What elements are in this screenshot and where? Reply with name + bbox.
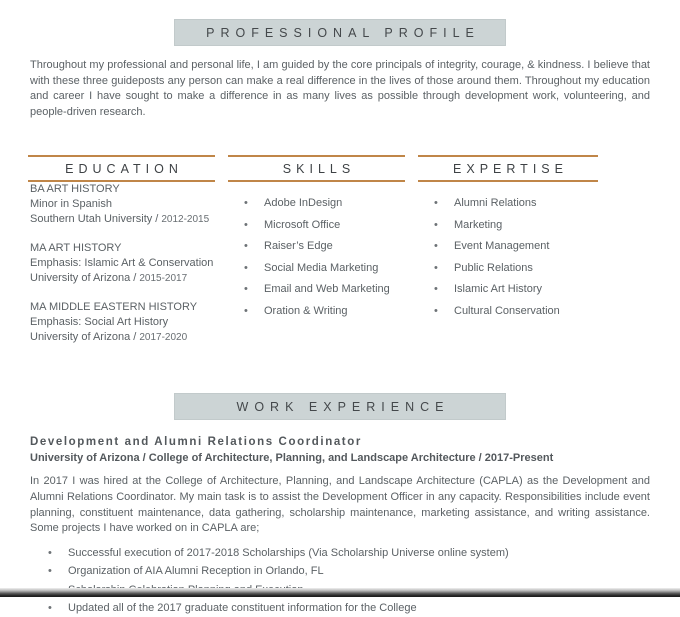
degree-detail: Emphasis: Social Art History xyxy=(30,316,169,329)
degree-name: BA ART HISTORY xyxy=(30,183,120,196)
projects-list xyxy=(32,545,650,617)
skills-header xyxy=(228,155,405,182)
school-name: University of Arizona xyxy=(30,272,131,285)
job-subtitle: University of Arizona / College of Architecture, Planning, and Landscape Architecture / 2017-Present xyxy=(30,452,554,465)
degree-school-line xyxy=(30,330,215,345)
skill-item: • Social Media Marketing xyxy=(242,260,405,276)
degree-school-line xyxy=(30,212,215,227)
expertise-title: EXPERTISE xyxy=(453,162,568,177)
skills-list xyxy=(228,195,405,319)
education-title: EDUCATION xyxy=(65,162,183,177)
education-entry xyxy=(30,182,215,227)
degree-dates: 2017-2020 xyxy=(139,332,188,344)
project-item: • Successful execution of 2017-2018 Scholarships (Via Scholarship Universe online system) xyxy=(46,545,650,562)
job-title: Development and Alumni Relations Coordinator xyxy=(30,436,362,449)
expertise-item: • Cultural Conservation xyxy=(432,303,598,319)
expertise-item: • Alumni Relations xyxy=(432,195,598,211)
skill-item: • Adobe InDesign xyxy=(242,195,405,211)
skills-title: SKILLS xyxy=(282,162,356,177)
expertise-header xyxy=(418,155,598,182)
profile-section-title: PROFESSIONAL PROFILE xyxy=(206,26,480,40)
education-entry xyxy=(30,300,215,345)
expertise-item: • Marketing xyxy=(432,217,598,233)
profile-section-header xyxy=(174,19,506,46)
degree-dates: 2015-2017 xyxy=(139,273,188,285)
school-date-separator: / xyxy=(133,331,137,344)
project-item: • Organization of AIA Alumni Reception in Orlando, FL xyxy=(46,563,650,580)
expertise-column xyxy=(418,155,598,359)
job-description: In 2017 I was hired at the College of Architecture, Planning, and Landscape Architecture (CAPLA) as the Development and Alumni Relations Coordinator. My main task is to assist the Development Officer in any capacity. Responsibilities include event planning, constituent maintenance, data gathering, scholarship maintenance, marketing assistance, and writing assistance. Some projects I have worked on in CAPLA are; xyxy=(30,475,650,535)
degree-detail: Minor in Spanish xyxy=(30,198,112,211)
degree-name: MA ART HISTORY xyxy=(30,242,122,255)
skills-column xyxy=(228,155,405,359)
degree-detail: Emphasis: Islamic Art & Conservation xyxy=(30,257,214,270)
resume-page xyxy=(0,19,680,617)
school-name: University of Arizona xyxy=(30,331,131,344)
degree-school-line xyxy=(30,271,215,286)
education-column xyxy=(28,155,215,359)
work-experience-section-header xyxy=(174,393,506,420)
expertise-item: • Islamic Art History xyxy=(432,281,598,297)
skill-item: • Raiser’s Edge xyxy=(242,238,405,254)
columns-row xyxy=(28,155,598,359)
school-date-separator: / xyxy=(155,213,159,226)
education-header xyxy=(28,155,215,182)
school-date-separator: / xyxy=(133,272,137,285)
degree-dates: 2012-2015 xyxy=(161,214,210,226)
degree-name: MA MIDDLE EASTERN HISTORY xyxy=(30,301,198,314)
skill-item: • Microsoft Office xyxy=(242,217,405,233)
work-experience-title: WORK EXPERIENCE xyxy=(236,400,450,415)
page-bottom-divider-bar xyxy=(0,588,680,597)
profile-paragraph: Throughout my professional and personal life, I am guided by the core principals of integrity, courage, & kindness. I believe that with these three guideposts any person can make a real difference in the lives of those around them. Throughout my education and career I have sought to make a difference in as many lives as possible through development work, volunteering, and people-driven research. xyxy=(30,59,650,118)
skill-item: • Oration & Writing xyxy=(242,303,405,319)
project-item: • Updated all of the 2017 graduate constituent information for the College xyxy=(46,600,650,617)
expertise-list xyxy=(418,195,598,319)
education-entry xyxy=(30,241,215,286)
school-name: Southern Utah University xyxy=(30,213,153,226)
expertise-item: • Public Relations xyxy=(432,260,598,276)
skill-item: • Email and Web Marketing xyxy=(242,281,405,297)
expertise-item: • Event Management xyxy=(432,238,598,254)
